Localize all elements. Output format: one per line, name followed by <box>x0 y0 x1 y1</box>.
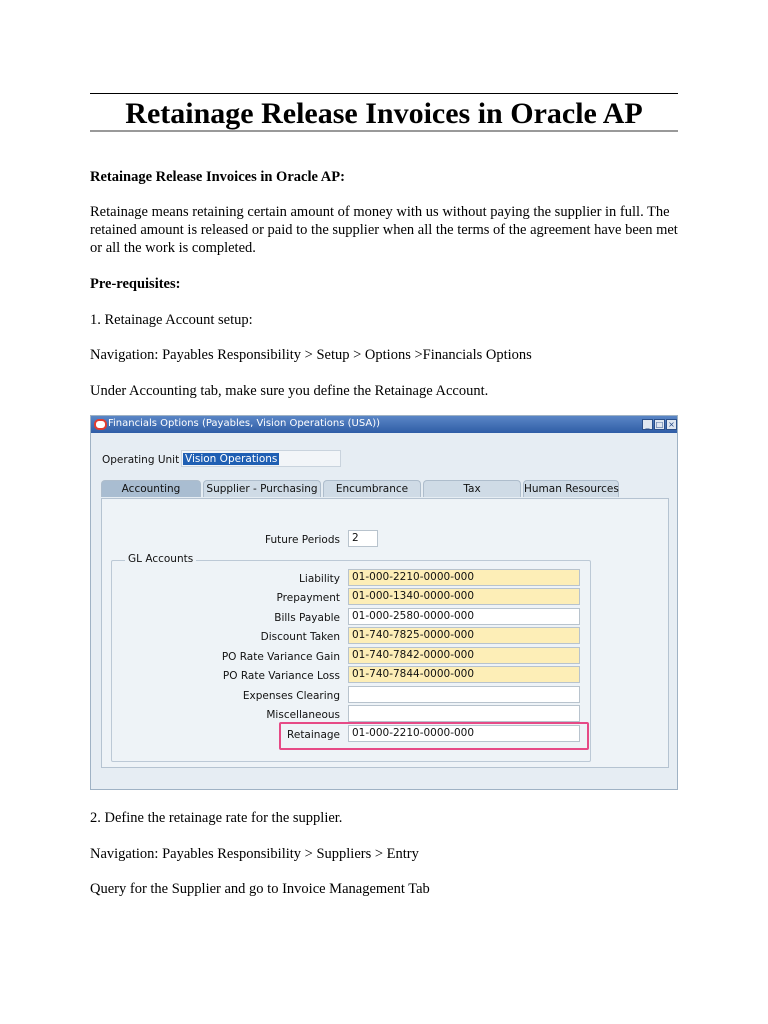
gl-accounts-label: GL Accounts <box>125 553 196 565</box>
prepayment-field[interactable]: 01-000-1340-0000-000 <box>348 588 580 605</box>
tab-human-resources[interactable]: Human Resources <box>523 480 619 497</box>
accounting-note: Under Accounting tab, make sure you define the Retainage Account. <box>90 383 489 399</box>
navigation-2: Navigation: Payables Responsibility > Suppliers > Entry <box>90 846 419 862</box>
po-rate-variance-loss-label: PO Rate Variance Loss <box>222 670 340 682</box>
future-periods-label: Future Periods <box>265 534 340 546</box>
expenses-clearing-field[interactable] <box>348 686 580 703</box>
maximize-icon[interactable]: □ <box>655 420 664 429</box>
window-titlebar <box>91 416 677 433</box>
retainage-label: Retainage <box>287 729 340 741</box>
query-note: Query for the Supplier and go to Invoice Management Tab <box>90 881 430 897</box>
intro-paragraph: Retainage means retaining certain amount of money with us without paying the supplier in full. The retained amount is released or paid to the supplier when all the terms of the agreement have been met or all the work is completed. <box>90 204 678 256</box>
prepayment-label: Prepayment <box>276 592 340 604</box>
miscellaneous-field[interactable] <box>348 705 580 722</box>
tab-accounting[interactable]: Accounting <box>101 480 201 497</box>
bills-payable-label: Bills Payable <box>274 612 340 624</box>
navigation-1: Navigation: Payables Responsibility > Setup > Options >Financials Options <box>90 347 532 363</box>
po-rate-variance-loss-field[interactable]: 01-740-7844-0000-000 <box>348 666 580 683</box>
liability-label: Liability <box>299 573 340 585</box>
step-1: 1. Retainage Account setup: <box>90 312 253 328</box>
title-rule-top <box>90 93 678 94</box>
minimize-icon[interactable]: _ <box>642 419 653 430</box>
step-2: 2. Define the retainage rate for the supplier. <box>90 810 343 826</box>
po-rate-variance-gain-field[interactable]: 01-740-7842-0000-000 <box>348 647 580 664</box>
window-title: Financials Options (Payables, Vision Operations (USA)) <box>108 418 381 429</box>
title-rule-bottom <box>90 130 678 132</box>
section-heading: Retainage Release Invoices in Oracle AP: <box>90 169 345 185</box>
miscellaneous-label: Miscellaneous <box>266 709 340 721</box>
tab-encumbrance[interactable]: Encumbrance <box>323 480 421 497</box>
tab-tax[interactable]: Tax <box>423 480 521 497</box>
operating-unit-value: Vision Operations <box>185 453 278 465</box>
retainage-field[interactable]: 01-000-2210-0000-000 <box>348 725 580 742</box>
close-icon[interactable]: × <box>666 419 677 430</box>
page-title: Retainage Release Invoices in Oracle AP <box>125 97 643 130</box>
tab-supplier-purchasing[interactable]: Supplier - Purchasing <box>203 480 321 497</box>
discount-taken-field[interactable]: 01-740-7825-0000-000 <box>348 627 580 644</box>
po-rate-variance-gain-label: PO Rate Variance Gain <box>221 651 340 663</box>
discount-taken-label: Discount Taken <box>260 631 340 643</box>
oracle-logo-icon <box>94 419 107 430</box>
liability-field[interactable]: 01-000-2210-0000-000 <box>348 569 580 586</box>
operating-unit-label: Operating Unit <box>102 454 180 466</box>
retainage-highlight-box <box>279 722 589 750</box>
future-periods-field[interactable]: 2 <box>348 530 378 547</box>
expenses-clearing-label: Expenses Clearing <box>242 690 340 702</box>
prereq-heading: Pre-requisites: <box>90 276 181 292</box>
bills-payable-field[interactable]: 01-000-2580-0000-000 <box>348 608 580 625</box>
operating-unit-field[interactable] <box>181 450 341 467</box>
financials-options-window <box>90 415 678 790</box>
